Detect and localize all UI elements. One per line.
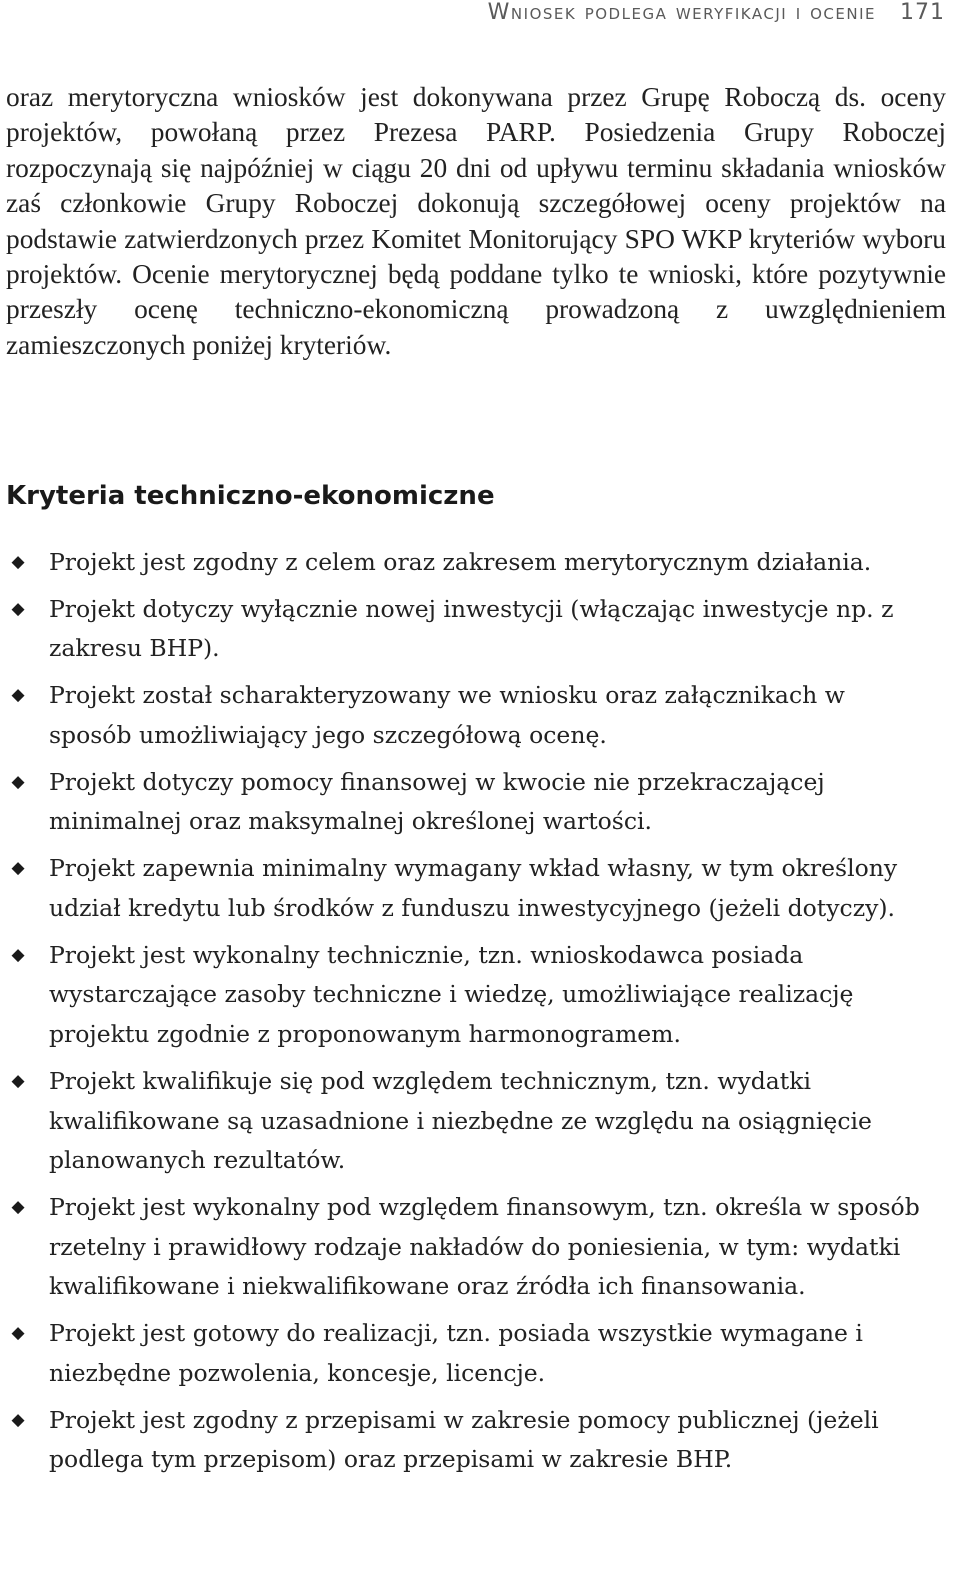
list-item: [6, 849, 926, 928]
list-item: [6, 1188, 926, 1307]
running-header-title: Wniosek podlega weryfikacji i ocenie: [487, 0, 876, 25]
list-item-text: Projekt jest zgodny z celem oraz zakresem merytorycznym działania.: [49, 548, 872, 576]
list-item-text: Projekt dotyczy pomocy finansowej w kwocie nie przekraczającej minimalnej oraz maksymalnej określonej wartości.: [49, 767, 825, 836]
list-item-text: Projekt jest wykonalny pod względem finansowym, tzn. określa w sposób rzetelny i prawidłowy rodzaje nakładów do poniesienia, w tym: wydatki kwalifikowane i niekwalifikowane oraz źródła ich finansowania.: [49, 1192, 920, 1301]
diamond-bullet-icon: ◆: [11, 598, 25, 619]
list-item-text: Projekt kwalifikuje się pod względem technicznym, tzn. wydatki kwalifikowane są uzasadnione i niezbędne ze względu na osiągnięcie planowanych rezultatów.: [49, 1066, 872, 1175]
intro-paragraph: oraz merytoryczna wniosków jest dokonywana przez Grupę Roboczą ds. oceny projektów, powołaną przez Prezesa PARP. Posiedzenia Grupy Roboczej rozpoczynają się najpóźniej w ciągu 20 dni od upływu terminu składania wniosków zaś członkowie Grupy Roboczej dokonują szczegółowej oceny projektów na podstawie zatwierdzonych przez Komitet Monitorujący SPO WKP kryteriów wyboru projektów. Ocenie merytorycznej będą poddane tylko te wnioski, które pozytywnie przeszły ocenę techniczno-ekonomiczną prowadzoną z uwzględnieniem zamieszczonych poniżej kryteriów.: [6, 82, 946, 360]
section-heading: Kryteria techniczno-ekonomiczne: [6, 481, 495, 511]
list-item-text: Projekt został scharakteryzowany we wniosku oraz załącznikach w sposób umożliwiający jego szczegółową ocenę.: [49, 681, 845, 749]
list-item: [6, 1314, 926, 1393]
list-item: [6, 676, 926, 755]
list-item-text: Projekt zapewnia minimalny wymagany wkład własny, w tym określony udział kredytu lub środków z funduszu inwestycyjnego (jeżeli dotyczy).: [49, 854, 898, 922]
list-item-text: Projekt jest wykonalny technicznie, tzn. wnioskodawca posiada wystarczające zasoby techniczne i wiedzę, umożliwiające realizację projektu zgodnie z proponowanym harmonogramem.: [49, 940, 854, 1049]
list-item: [6, 1062, 926, 1181]
diamond-bullet-icon: ◆: [11, 944, 25, 965]
list-item-text: Projekt jest zgodny z przepisami w zakresie pomocy publicznej (jeżeli podlega tym przepisom) oraz przepisami w zakresie BHP.: [49, 1405, 879, 1474]
list-item: [6, 936, 926, 1055]
diamond-bullet-icon: ◆: [11, 1070, 25, 1091]
criteria-list: [6, 543, 926, 1487]
running-header: [0, 0, 945, 30]
diamond-bullet-icon: ◆: [11, 771, 25, 792]
list-item-text: Projekt dotyczy wyłącznie nowej inwestycji (włączając inwestycje np. z zakresu BHP).: [49, 594, 894, 663]
diamond-bullet-icon: ◆: [11, 858, 25, 879]
diamond-bullet-icon: ◆: [11, 552, 25, 572]
list-item-text: Projekt jest gotowy do realizacji, tzn. posiada wszystkie wymagane i niezbędne pozwolenia, koncesje, licencje.: [49, 1319, 863, 1387]
diamond-bullet-icon: ◆: [11, 1323, 25, 1344]
diamond-bullet-icon: ◆: [11, 685, 25, 706]
list-item: [6, 1401, 926, 1480]
list-item: [6, 763, 926, 842]
diamond-bullet-icon: ◆: [11, 1196, 25, 1217]
diamond-bullet-icon: ◆: [11, 1409, 25, 1430]
list-item: [6, 590, 926, 669]
page-number: 171: [900, 0, 945, 25]
list-item: [6, 543, 926, 583]
